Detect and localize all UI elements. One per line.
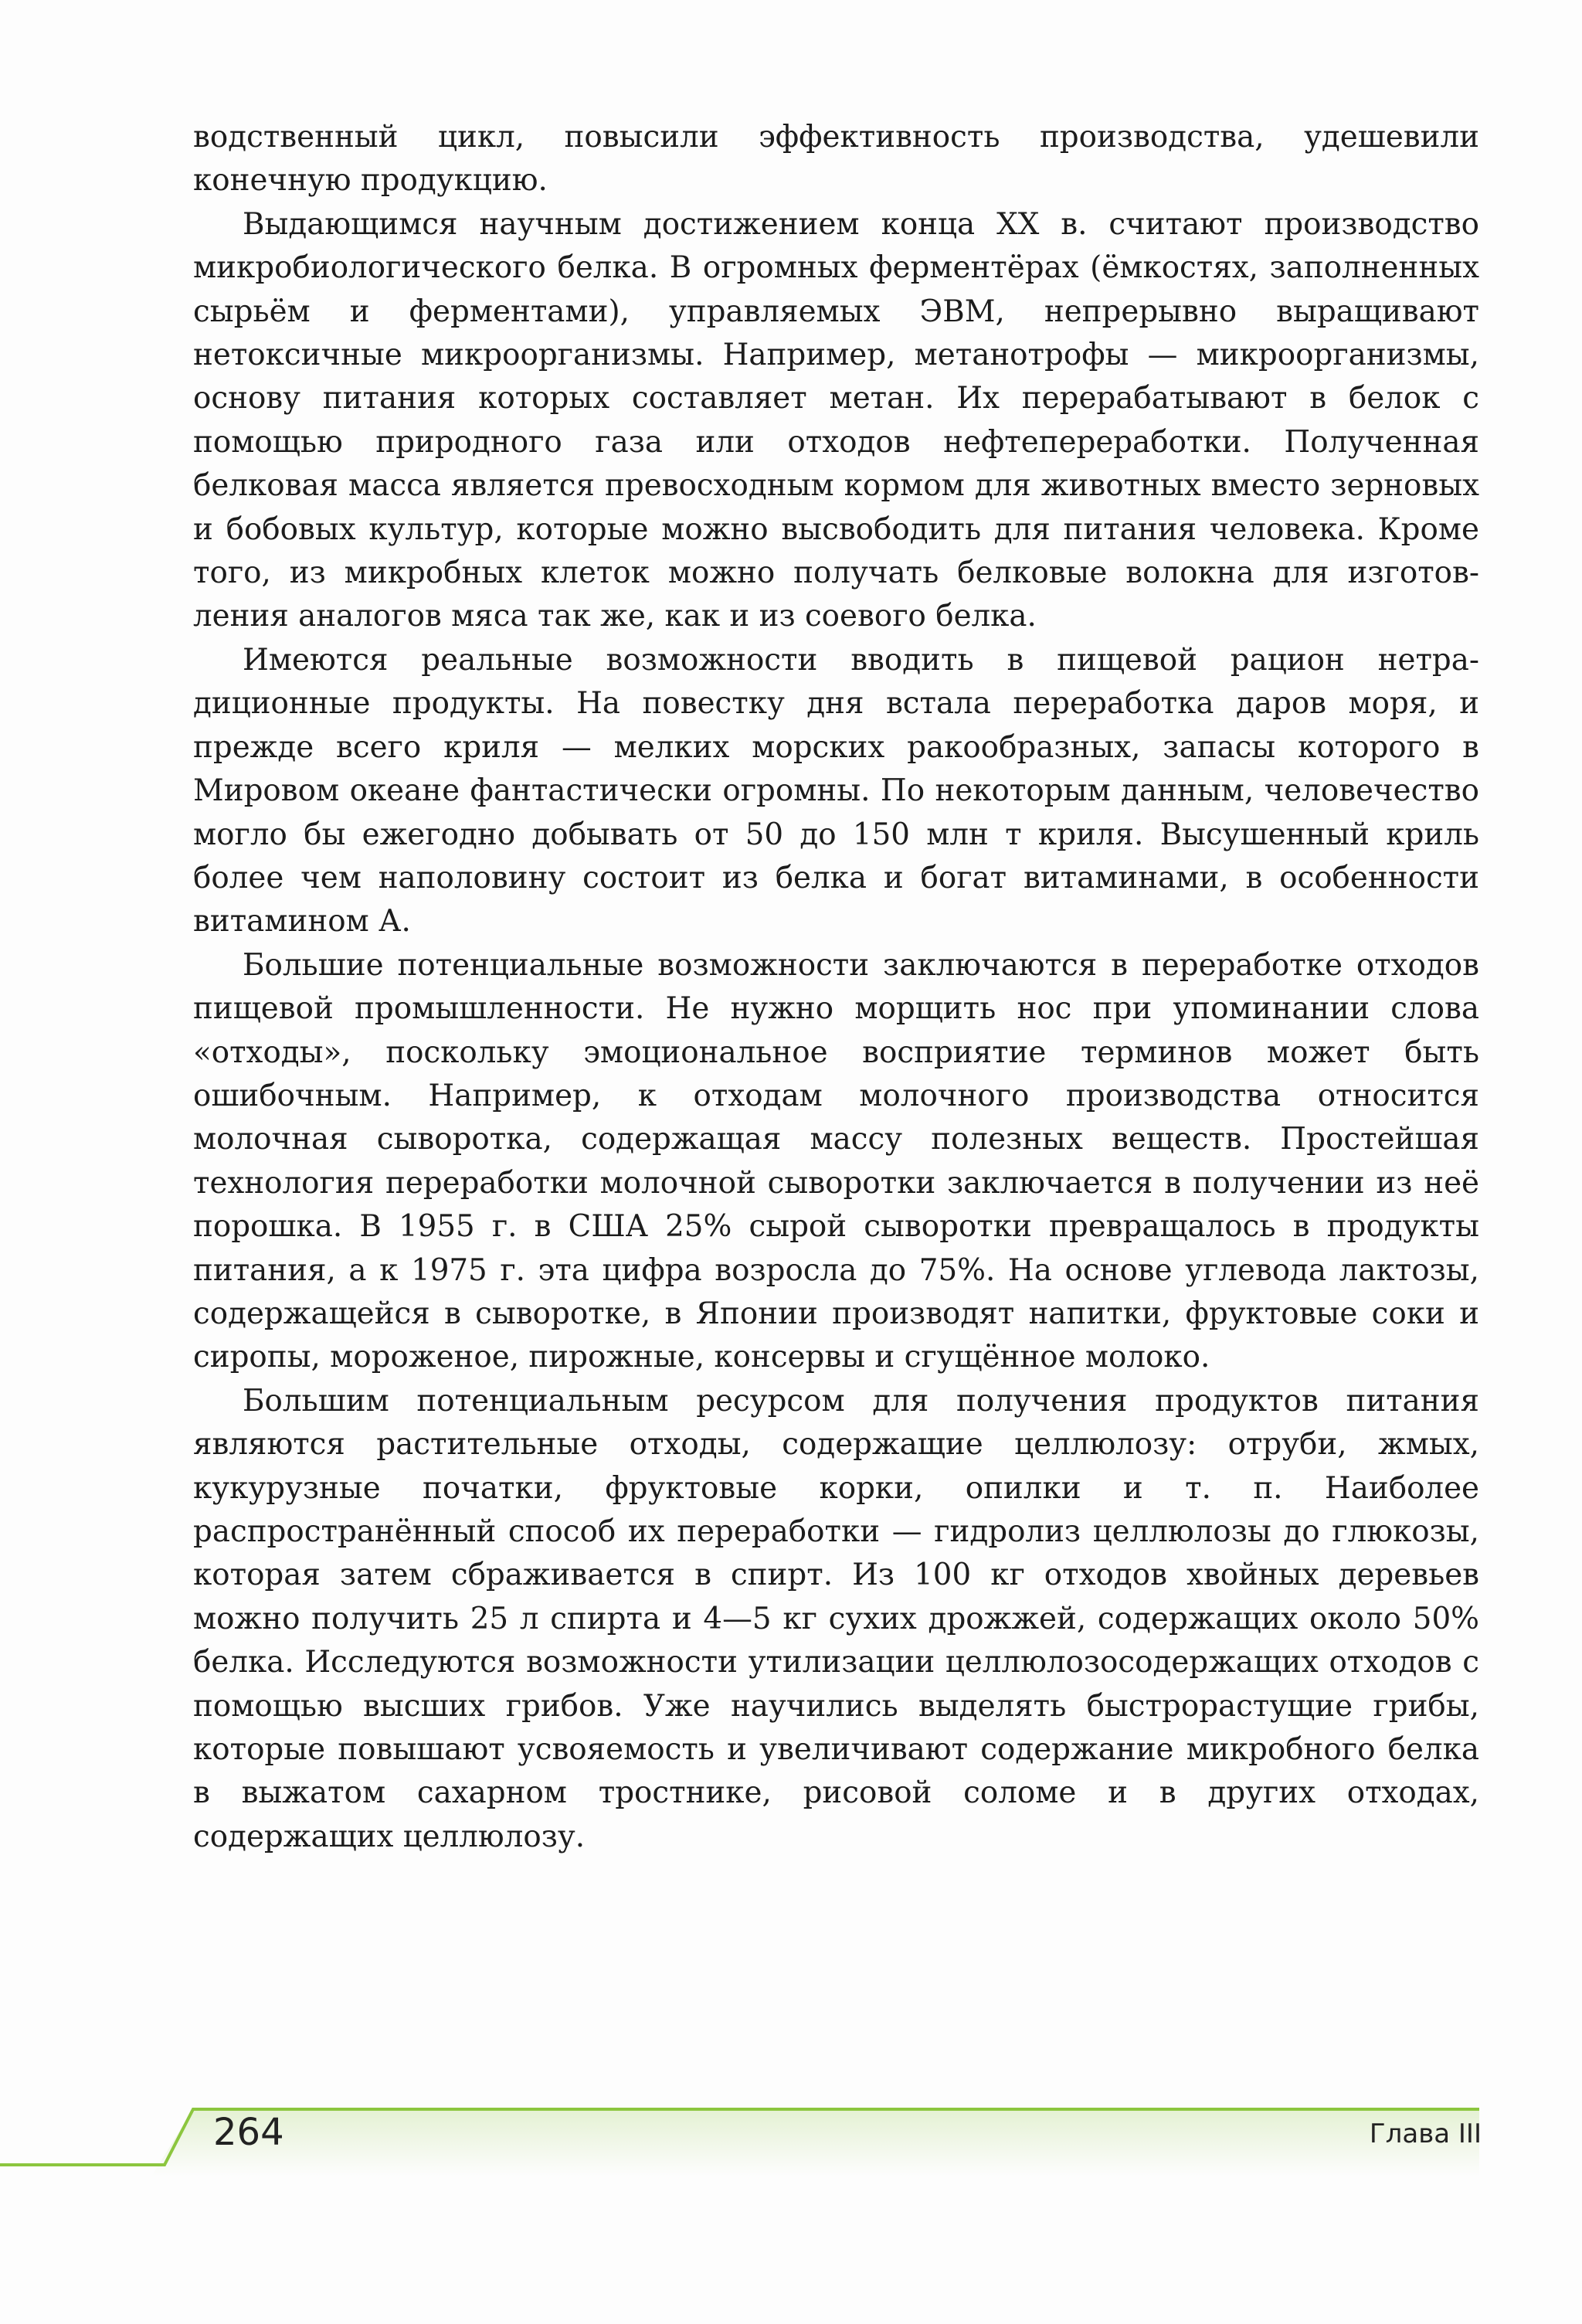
paragraph-continued: водственный цикл, повысили эффективность производства, удешевили конечную продукцию.	[193, 120, 1479, 199]
paragraph-microbial-protein: Выдающимся научным достижением конца XX в. считают производство микробиологического белка. В огромных ферментёрах (ёмкостях, заполненных сырьём и ферментами), управляемых ЭВМ, непрерывно выращивают нетоксичные микроорганизмы. Например, метанотрофы — микроорганизмы, основу питания которых составляет метан. Их перерабатывают в белок с помощью природного газа или отходов нефтепереработки. Полученная белковая масса является превосходным кормом для животных вместо зерновых и бобовых культур, которые можно высвободить для питания человека. Кроме того, из микробных клеток можно получать белковые волокна для изготовления аналогов мяса так же, как и из соевого белка.	[193, 206, 1479, 634]
paragraph-krill: Имеются реальные возможности вводить в пищевой рацион нетрадиционные продукты. На повестку дня встала переработка даров моря, и прежде всего криля — мелких морских ракообразных, запасы которого в Мировом океане фантастически огромны. По некоторым данным, человечество могло бы ежегодно добывать от 50 до 150 млн т криля. Высушенный криль более чем наполовину состоит из белка и богат витаминами, в особенности витамином А.	[193, 642, 1479, 939]
paragraph-food-waste: Большие потенциальные возможности заключаются в переработке отходов пищевой промышленности. Не нужно морщить нос при упоминании слова «отходы», поскольку эмоциональное восприятие терминов может быть ошибочным. Например, к отходам молочного производства относится молочная сыворотка, содержащая массу полезных веществ. Простейшая технология переработки молочной сыворотки заключается в получении из неё порошка. В 1955 г. в США 25% сырой сыворотки превращалось в продукты питания, а к 1975 г. эта цифра возросла до 75%. На основе углевода лактозы, содержащейся в сыворотке, в Японии производят напитки, фруктовые соки и сиропы, мороженое, пирожные, консервы и сгущённое молоко.	[193, 947, 1479, 1375]
page-number: 264	[213, 2111, 284, 2154]
paragraph-cellulose: Большим потенциальным ресурсом для получения продуктов питания являются растительные отходы, содержащие целлюлозу: отруби, жмых, кукурузные початки, фруктовые корки, опилки и т. п. Наиболее распространённый способ их переработки — гидролиз целлюлозы до глюкозы, которая затем сбраживается в спирт. Из 100 кг отходов хвойных деревьев можно получить 25 л спирта и 4—5 кг сухих дрожжей, содержащих около 50% белка. Исследуются возможности утилизации целлюлозосодержащих отходов с помощью высших грибов. Уже научились выделять быстрорастущие грибы, которые повышают усвояемость и увеличивают содержание микробного белка в выжатом сахарном тростнике, рисовой соломе и в других отходах, содержащих целлюлозу.	[193, 1383, 1479, 1854]
body-text	[193, 116, 1479, 1859]
chapter-label: Глава III	[1369, 2118, 1482, 2149]
